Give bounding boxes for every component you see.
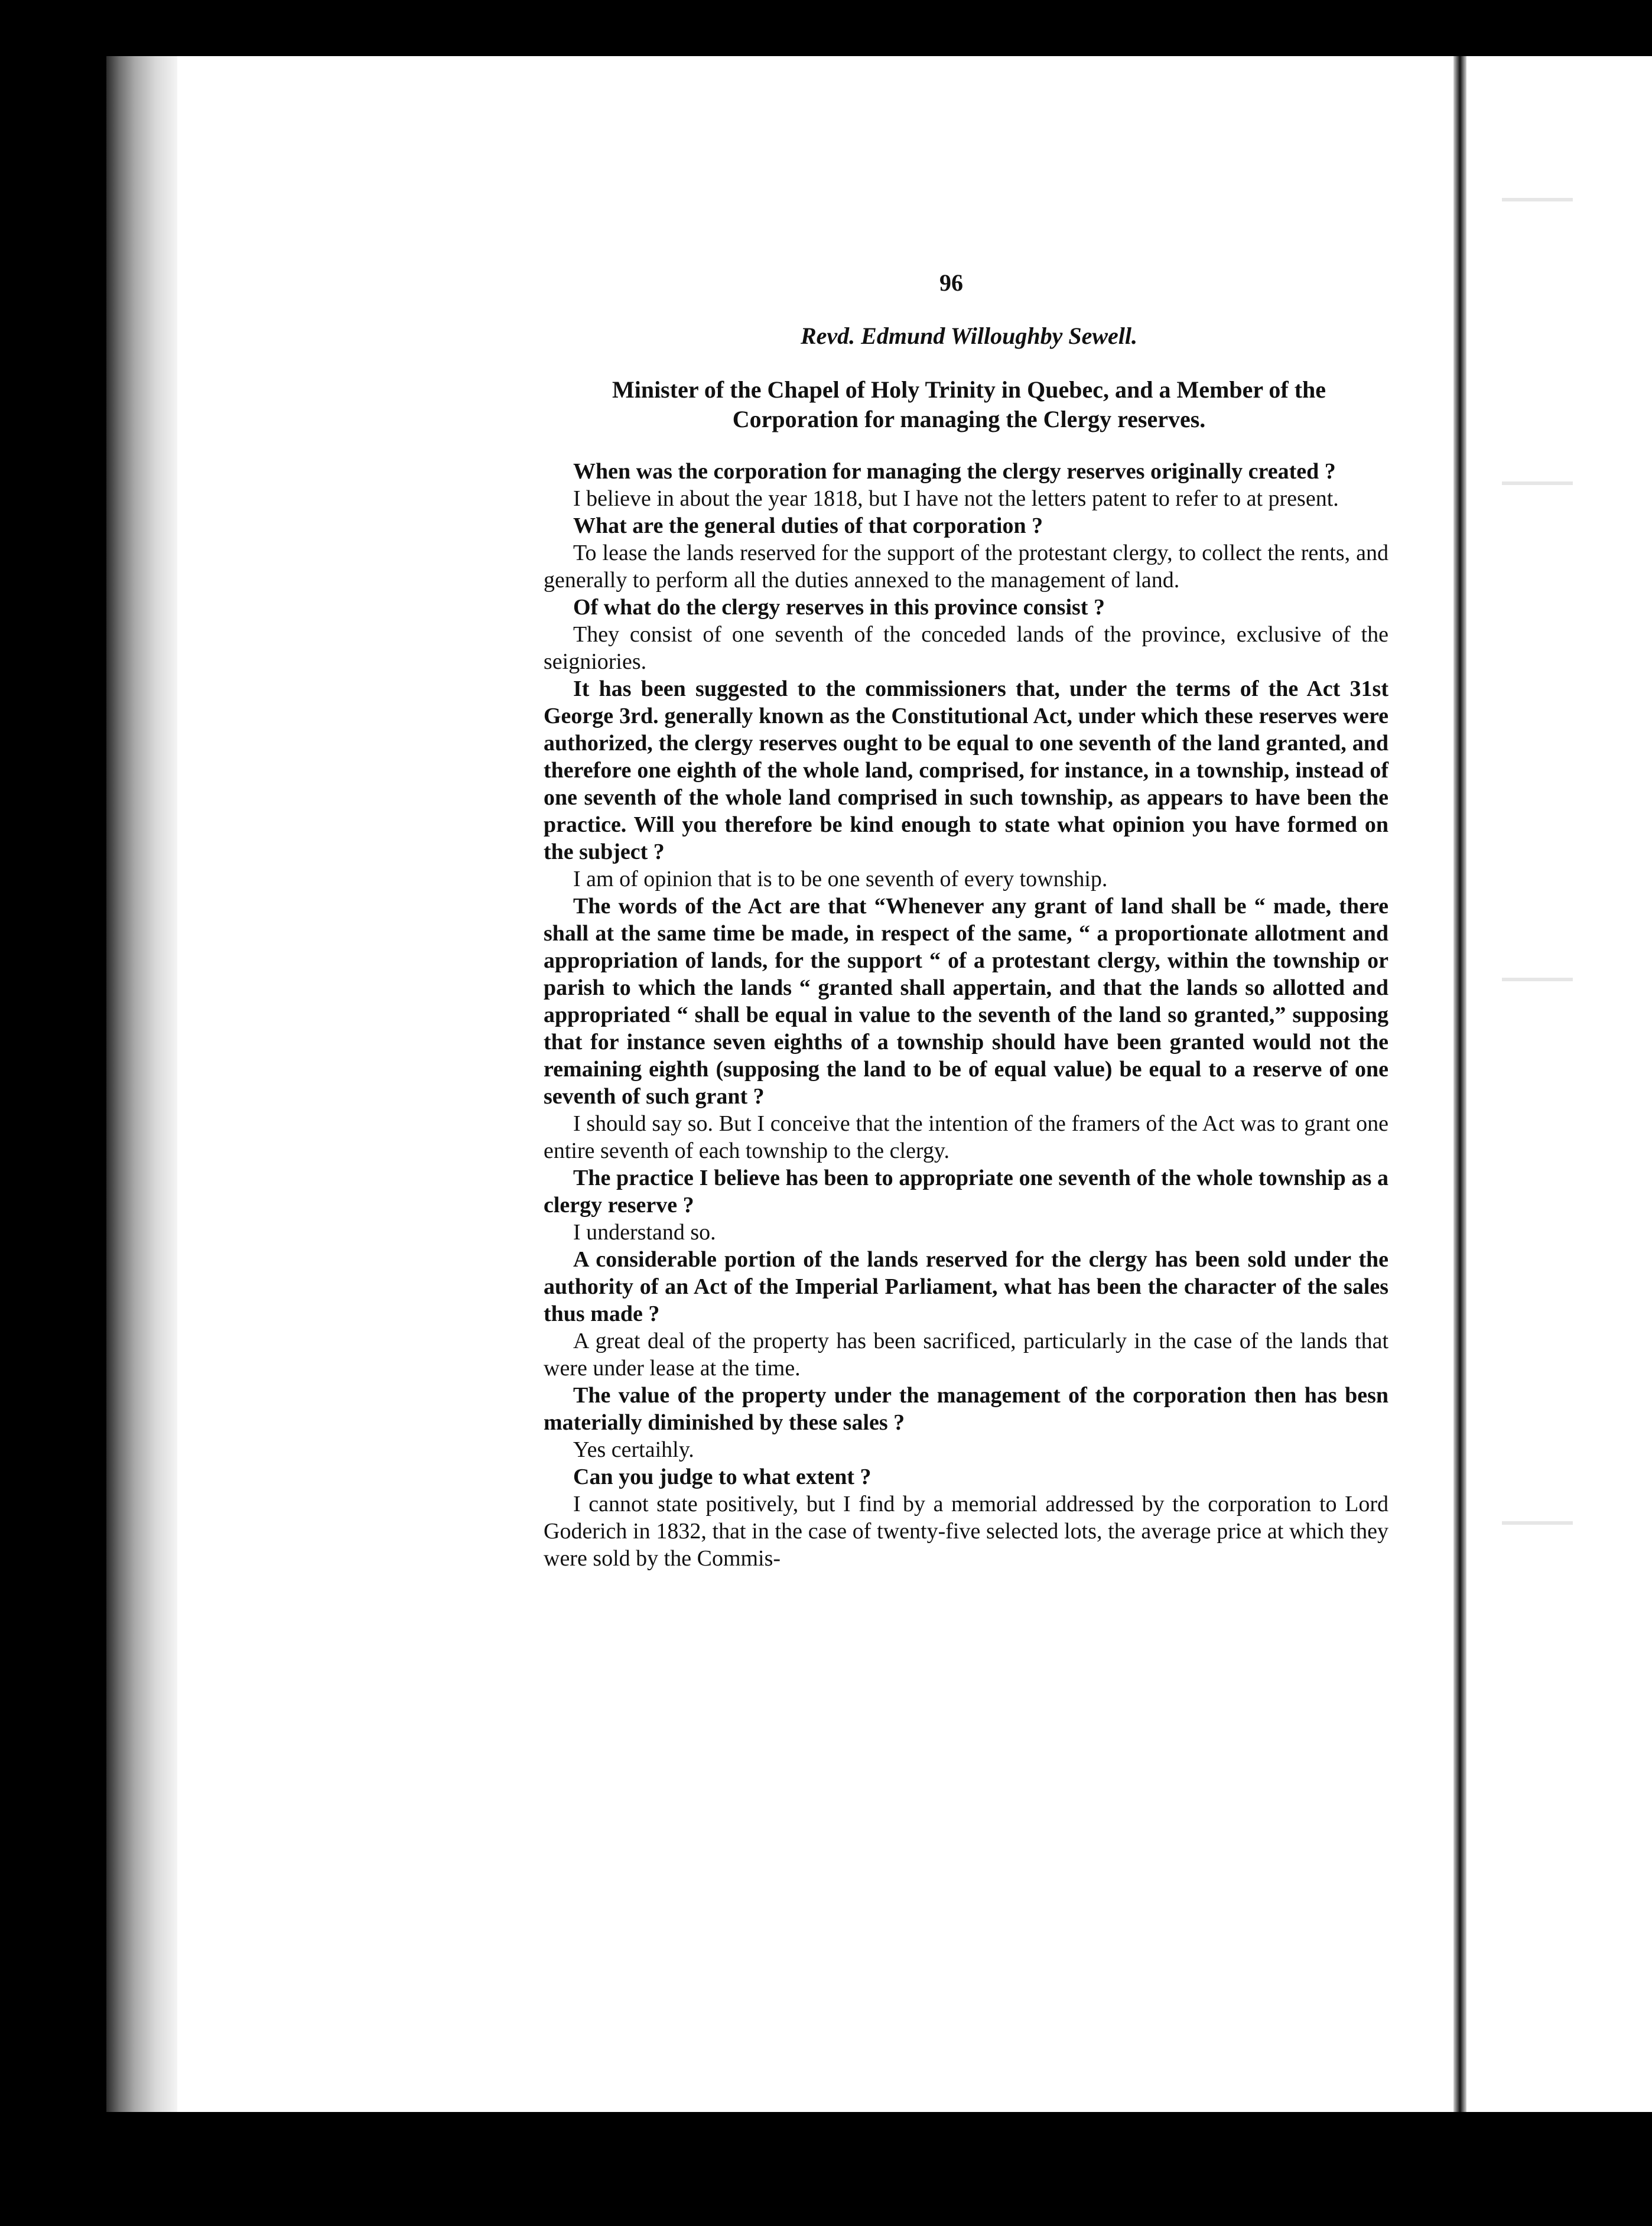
question-paragraph: The practice I believe has been to appropriate one seventh of the whole township as a clergy reserve ? bbox=[544, 1166, 1388, 1218]
subtitle-line-1: Minister of the Chapel of Holy Trinity in Quebec, and a Member of the bbox=[612, 376, 1326, 403]
answer-paragraph: They consist of one seventh of the conceded lands of the province, exclusive of the seigniories. bbox=[544, 622, 1388, 674]
question-paragraph: What are the general duties of that corporation ? bbox=[573, 513, 1043, 538]
scan-left-edge bbox=[0, 0, 106, 2226]
question-paragraph: It has been suggested to the commissioners that, under the terms of the Act 31st George 3rd. generally known as the Constitutional Act, under which these reserves were authorized, the clergy reserves ought to be equal to one seventh of the land granted, and therefore one eighth of the whole land, comprised, for instance, in a township, instead of one seventh of the whole land comprised in such township, as appears to have been the practice. Will you therefore be kind enough to state what opinion you have formed on the subject ? bbox=[544, 676, 1388, 864]
binding-shadow bbox=[106, 56, 177, 2112]
answer-paragraph: I should say so. But I conceive that the intention of the framers of the Act was to grant one entire seventh of each township to the clergy. bbox=[544, 1111, 1388, 1163]
bleed-through-mark bbox=[1502, 978, 1573, 981]
answer-paragraph: I am of opinion that is to be one seventh of every township. bbox=[573, 867, 1108, 891]
question-paragraph: When was the corporation for managing the clergy reserves originally created ? bbox=[573, 459, 1336, 484]
question-paragraph: The words of the Act are that “Whenever any grant of land shall be “ made, there shall at the same time be made, in respect of the same, “ a proportionate allotment and appropriation of lands, for the support “ of a protestant clergy, within the township or parish to which the lands “ granted shall appertain, and that the lands so allotted and appropriated “ shall be equal in value to the seventh of the land so granted,” supposing that for instance seven eighths of a township should have been granted would not the remaining eighth (supposing the land to be of equal value) be equal to a reserve of one seventh of such grant ? bbox=[544, 894, 1388, 1109]
bleed-through-mark bbox=[1502, 198, 1573, 201]
question-paragraph: Of what do the clergy reserves in this province consist ? bbox=[573, 595, 1105, 620]
question-paragraph: Can you judge to what extent ? bbox=[573, 1465, 871, 1489]
scan-bottom-edge bbox=[106, 2112, 1652, 2226]
answer-paragraph: I understand so. bbox=[573, 1220, 716, 1245]
answer-paragraph: I cannot state positively, but I find by a memorial addressed by the corporation to Lord Goderich in 1832, that in the case of twenty-five selected lots, the average price at which they were sold by the Commis- bbox=[544, 1492, 1388, 1571]
subtitle-line-2: Corporation for managing the Clergy reserves. bbox=[732, 406, 1206, 432]
bleed-through-mark bbox=[1502, 481, 1573, 485]
speaker-heading: Revd. Edmund Willoughby Sewell. bbox=[800, 323, 1138, 349]
answer-paragraph: I believe in about the year 1818, but I have not the letters patent to refer to at present. bbox=[573, 486, 1339, 511]
adjacent-page-edge bbox=[1466, 56, 1652, 2112]
speaker-subtitle bbox=[544, 375, 1394, 434]
answer-paragraph: A great deal of the property has been sacrificed, particularly in the case of the lands that were under lease at the time. bbox=[544, 1329, 1388, 1381]
answer-paragraph: Yes certaihly. bbox=[573, 1437, 694, 1462]
answer-paragraph: To lease the lands reserved for the support of the protestant clergy, to collect the rents, and generally to perform all the duties annexed to the management of land. bbox=[544, 541, 1388, 593]
question-paragraph: A considerable portion of the lands reserved for the clergy has been sold under the authority of an Act of the Imperial Parliament, what has been the character of the sales thus made ? bbox=[544, 1247, 1388, 1326]
page-gutter bbox=[1453, 56, 1466, 2112]
question-paragraph: The value of the property under the management of the corporation then has besn materially diminished by these sales ? bbox=[544, 1383, 1388, 1435]
bleed-through-mark bbox=[1502, 1521, 1573, 1525]
transcript-body bbox=[544, 458, 1388, 1572]
page-number: 96 bbox=[939, 269, 963, 296]
